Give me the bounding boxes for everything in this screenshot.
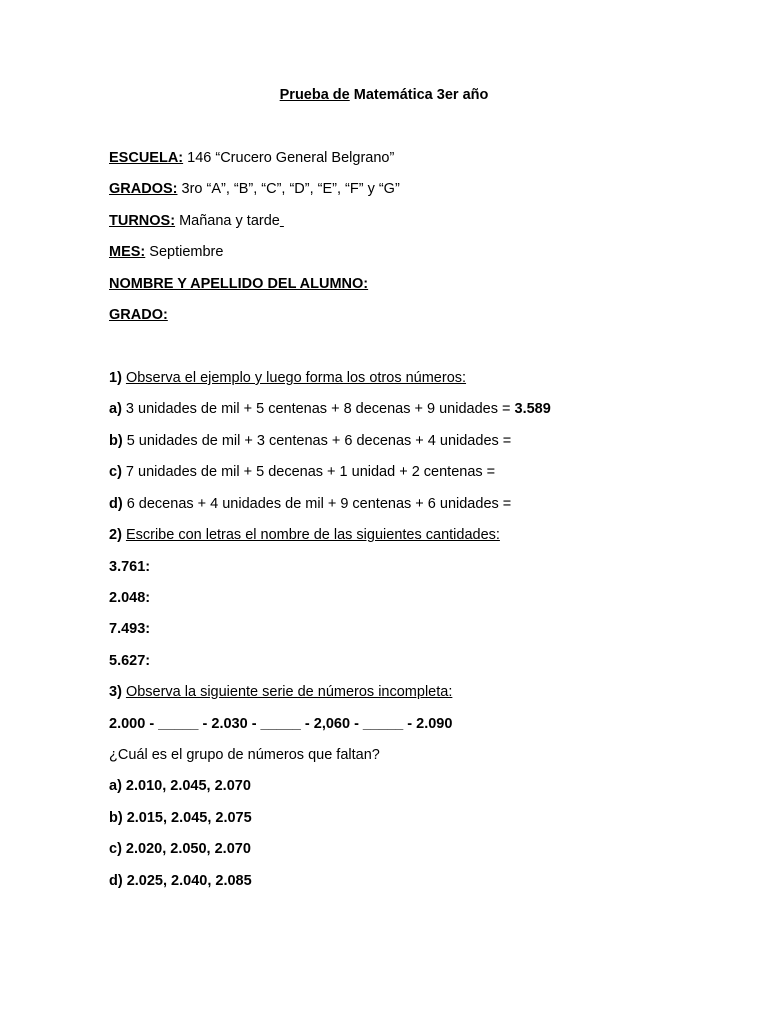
q1-instruction: Observa el ejemplo y luego forma los otros números:	[125, 370, 467, 386]
q3-number: 3)	[109, 684, 122, 700]
q1-item-text: 7 unidades de mil + 5 decenas + 1 unidad + 2 centenas =	[121, 464, 496, 480]
q2-heading	[109, 526, 500, 544]
q2-item: 7.493:	[109, 621, 151, 637]
nombre-label: NOMBRE Y APELLIDO DEL ALUMNO:	[109, 276, 369, 292]
mes-value: Septiembre	[145, 244, 224, 260]
q1-heading	[109, 369, 466, 387]
q2-item: 5.627:	[109, 653, 151, 669]
escuela-label: ESCUELA:	[109, 150, 184, 166]
q3-instruction: Observa la siguiente serie de números incompleta:	[125, 684, 453, 700]
q3-option-b: b) 2.015, 2.045, 2.075	[109, 810, 252, 826]
q3-question: ¿Cuál es el grupo de números que faltan?	[109, 747, 380, 763]
grados-line	[109, 180, 400, 198]
q2-item: 2.048:	[109, 590, 151, 606]
q1-item-label: d)	[109, 496, 123, 512]
q3-series: 2.000 - _____ - 2.030 - _____ - 2,060 - _____ - 2.090	[109, 716, 453, 732]
turnos-label: TURNOS:	[109, 213, 176, 229]
grados-label: GRADOS:	[109, 181, 178, 197]
title-part-2: Matemática 3er año	[349, 87, 489, 103]
q3-option-d: d) 2.025, 2.040, 2.085	[109, 873, 252, 889]
q1-item-answer: 3.589	[514, 401, 551, 417]
q1-item-text: 5 unidades de mil + 3 centenas + 6 decenas + 4 unidades =	[122, 433, 512, 449]
q2-instruction: Escribe con letras el nombre de las siguientes cantidades:	[125, 527, 500, 543]
q1-item-text: 3 unidades de mil + 5 centenas + 8 decenas + 9 unidades =	[121, 401, 515, 417]
mes-line	[109, 243, 223, 261]
page-title	[0, 86, 768, 104]
q1-item-c	[109, 463, 495, 481]
q1-item-label: a)	[109, 401, 122, 417]
q3-option-a: a) 2.010, 2.045, 2.070	[109, 778, 251, 794]
q1-item-b	[109, 432, 511, 450]
q3-heading	[109, 683, 452, 701]
escuela-value: 146 “Crucero General Belgrano”	[183, 150, 395, 166]
turnos-trail	[280, 213, 284, 229]
q1-item-a	[109, 400, 551, 418]
title-part-1: Prueba de	[279, 87, 350, 103]
q3-option-c: c) 2.020, 2.050, 2.070	[109, 841, 251, 857]
q1-item-d	[109, 495, 511, 513]
mes-label: MES:	[109, 244, 146, 260]
grado-label: GRADO:	[109, 307, 168, 323]
turnos-line	[109, 212, 284, 230]
turnos-value: Mañana y tarde	[175, 213, 280, 229]
q1-number: 1)	[109, 370, 122, 386]
q1-item-label: b)	[109, 433, 123, 449]
grados-value: 3ro “A”, “B”, “C”, “D”, “E”, “F” y “G”	[177, 181, 400, 197]
escuela-line	[109, 149, 394, 167]
q1-item-label: c)	[109, 464, 122, 480]
q2-item: 3.761:	[109, 559, 151, 575]
q1-item-text: 6 decenas + 4 unidades de mil + 9 centenas + 6 unidades =	[122, 496, 512, 512]
q2-number: 2)	[109, 527, 122, 543]
